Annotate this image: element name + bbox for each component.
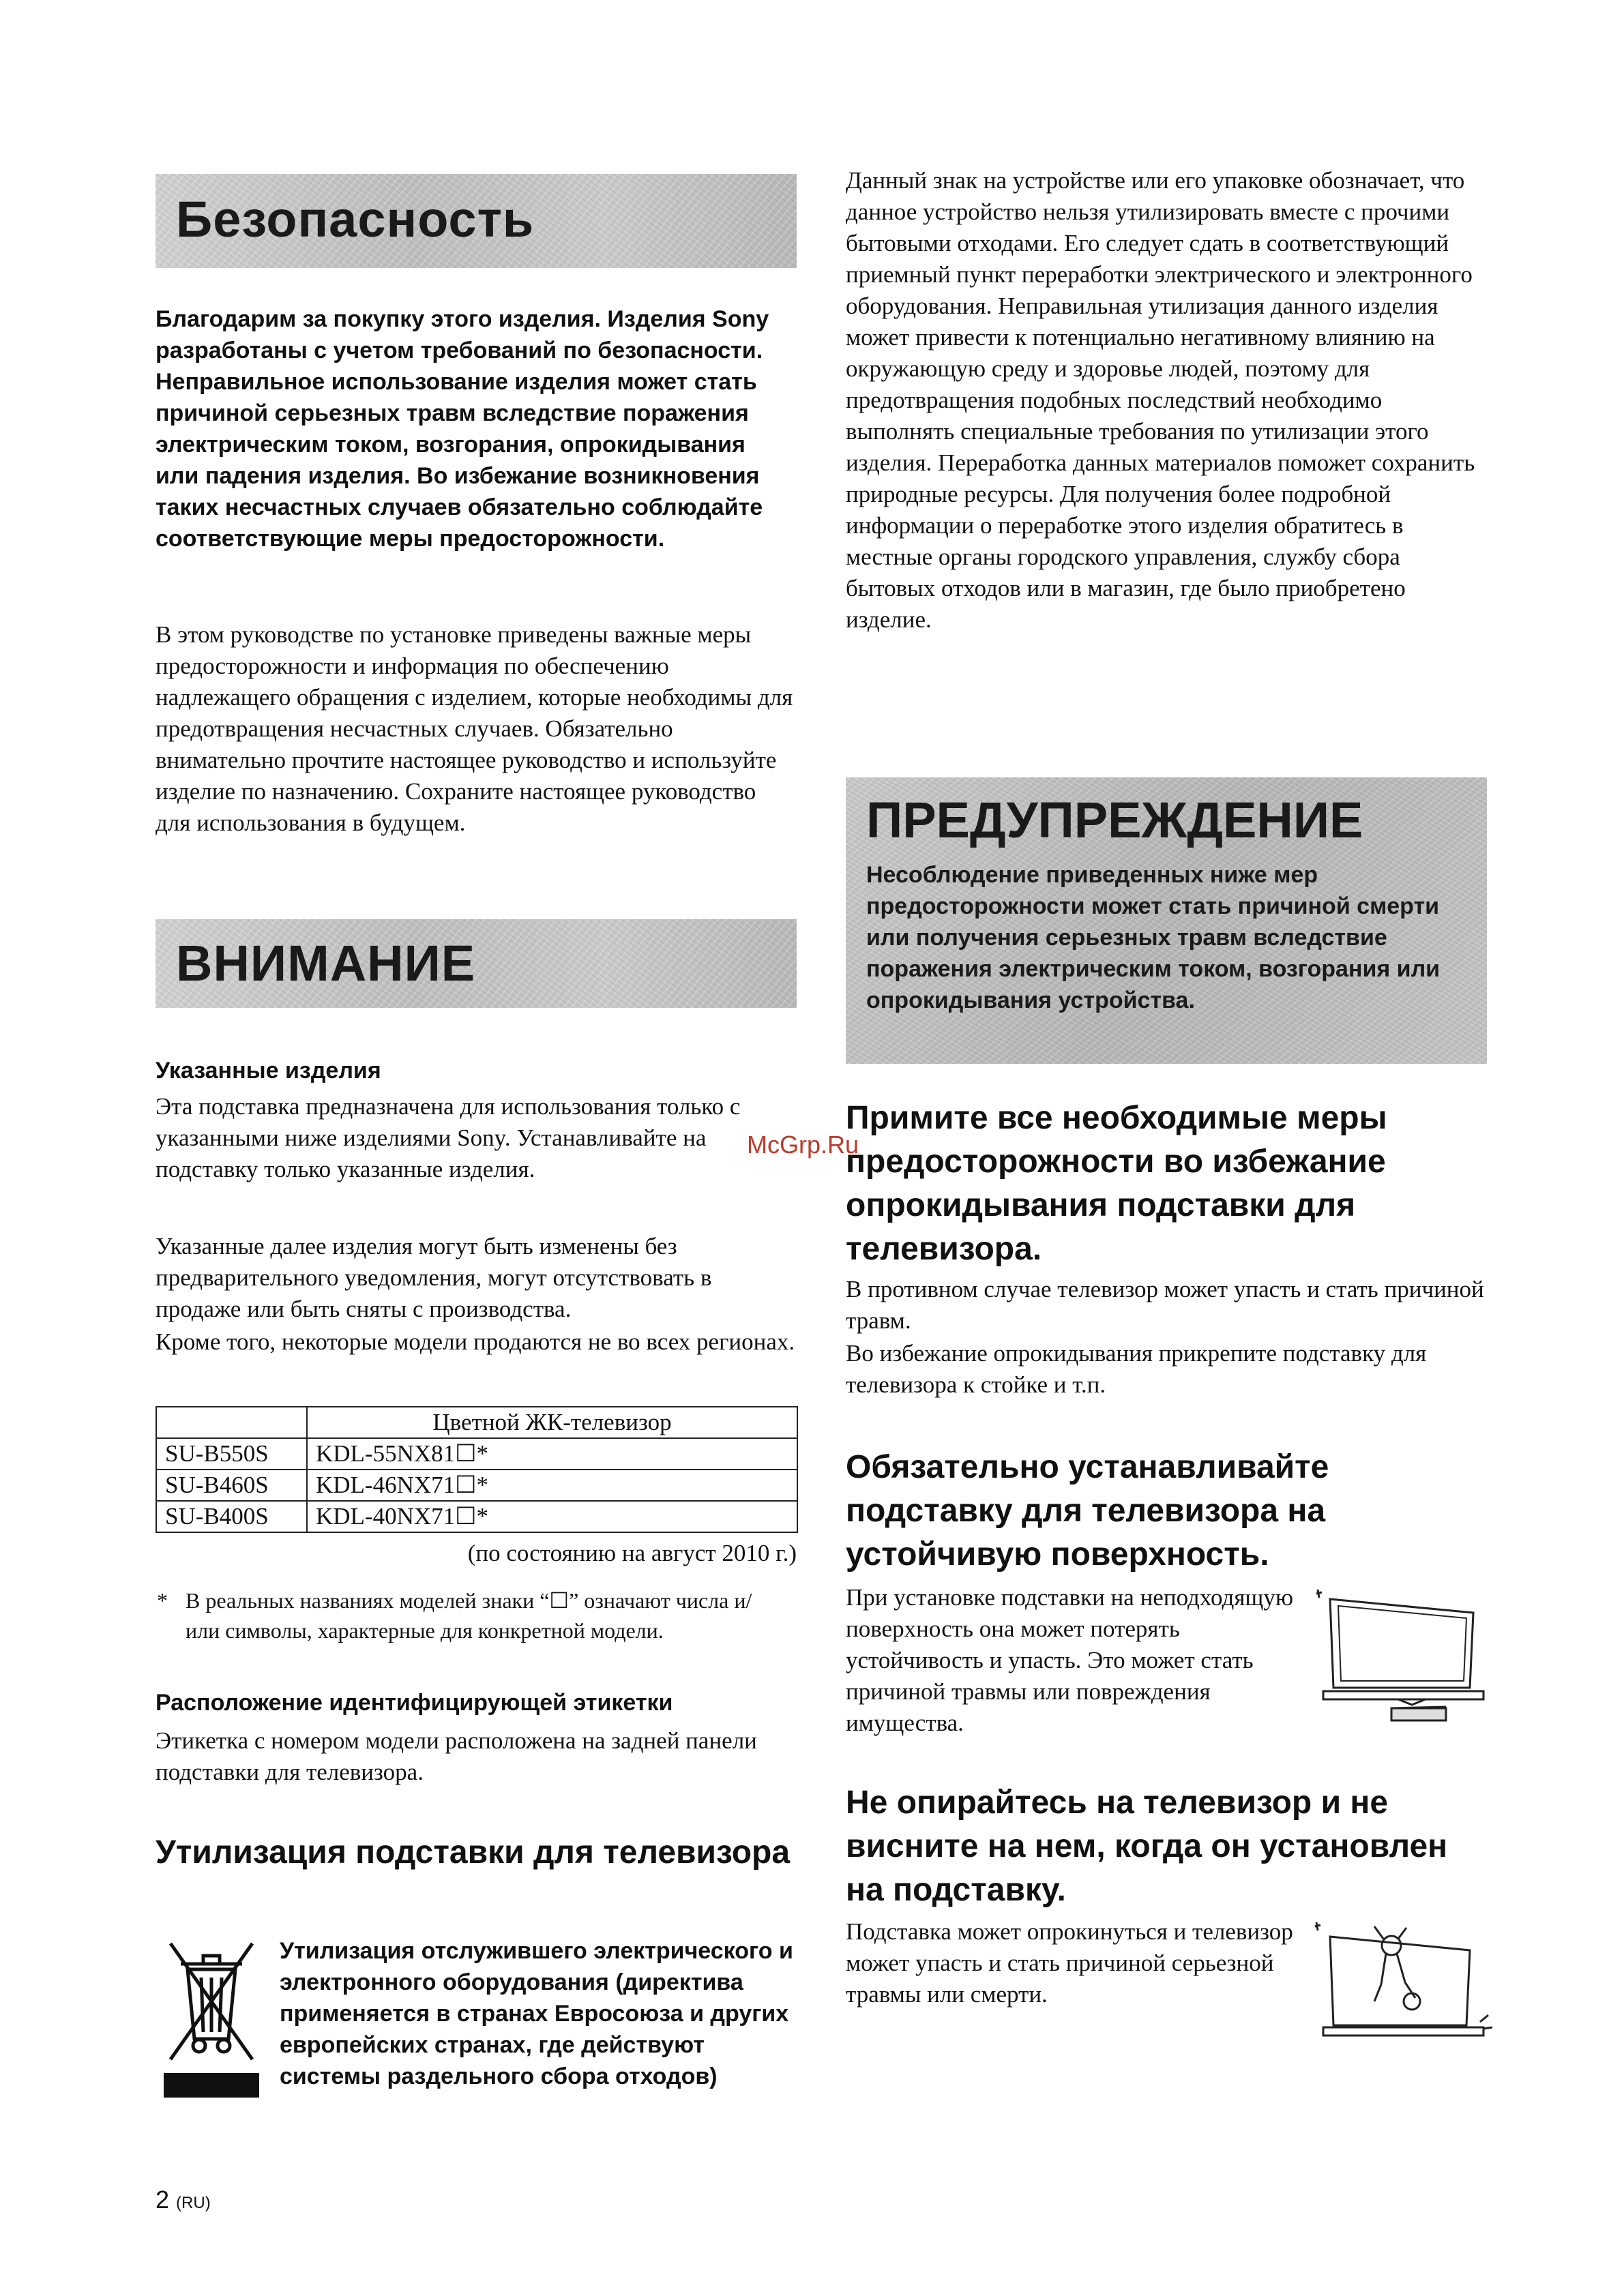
page-number-value: 2 xyxy=(156,2186,170,2213)
section-anti-tip-text-2: Во избежание опрокидывания прикрепите подставку для телевизора к стойке и т.п. xyxy=(846,1340,1427,1398)
disposal-heading: Утилизация подставки для телевизора xyxy=(156,1834,791,1870)
person-hanging-on-tv-icon xyxy=(1310,1920,1494,2056)
table-cell-tv: KDL-46NX71☐* xyxy=(307,1470,797,1501)
table-header-empty xyxy=(156,1407,307,1438)
watermark: McGrp.Ru xyxy=(747,1131,859,1159)
warning-text: Несоблюдение приведенных ниже мер предосторожности может стать причиной смерти или получения серьезных травм вследствие поражения электрическим током, возгорания или опрокидывания устройства. xyxy=(866,862,1441,1013)
products-paragraph-2: Указанные далее изделия могут быть изменены без предварительного уведомления, могут отсутствовать в продаже или быть сняты с производства. xyxy=(156,1233,712,1322)
table-header-row xyxy=(156,1407,797,1438)
caution-title: ВНИМАНИЕ xyxy=(176,935,476,992)
section-no-hanging-heading: Не опирайтесь на телевизор и не висните на нем, когда он установлен на подставку. xyxy=(846,1785,1448,1908)
manual-text: В этом руководстве по установке приведены важные меры предосторожности и информация по обеспечению надлежащего обращения с изделием, которые необходимы для предотвращения несчастных случаев. Обязательно внимательно прочтите настоящее руководство и используйте изделие по назначению. Сохраните настоящее руководство для использования в будущем. xyxy=(156,621,793,836)
products-paragraph-3: Кроме того, некоторые модели продаются не во всех регионах. xyxy=(156,1328,795,1355)
label-text: Этикетка с номером модели расположена на задней панели подставки для телевизора. xyxy=(156,1727,757,1785)
table-cell-stand: SU-B550S xyxy=(156,1438,307,1470)
warning-box xyxy=(846,777,1487,1064)
products-heading: Указанные изделия xyxy=(156,1058,381,1084)
section-no-hanging-text: Подставка может опрокинуться и телевизор может упасть и стать причиной серьезной травмы или смерти. xyxy=(846,1918,1293,2008)
intro-text: Благодарим за покупку этого изделия. Изделия Sony разработаны с учетом требований по безопасности. Неправильное использование изделия может стать причиной серьезных травм вследствие поражения электрическим током, возгорания, опрокидывания или падения изделия. Во избежание возникновения таких несчастных случаев обязательно соблюдайте соответствующие меры предосторожности. xyxy=(156,306,769,552)
table-header-tv: Цветной ЖК-телевизор xyxy=(307,1407,797,1438)
products-paragraph-1: Эта подставка предназначена для использования только с указанными ниже изделиями Sony. Устанавливайте на подставку только указанные изделия. xyxy=(156,1093,741,1182)
table-cell-stand: SU-B400S xyxy=(156,1501,307,1532)
table-cell-tv: KDL-40NX71☐* xyxy=(307,1501,797,1532)
disposal-bold-text: Утилизация отслужившего электрического и электронного оборудования (директива применяется в странах Евросоюза и других европейских странах, где действуют системы раздельного сбора отходов) xyxy=(280,1938,793,2089)
table-row xyxy=(156,1438,797,1470)
section-stable-surface-text: При установке подставки на неподходящую поверхность она может потерять устойчивость и упасть. Это может стать причиной травмы или повреждения имущества. xyxy=(846,1584,1294,1736)
page-number xyxy=(156,2186,211,2214)
safety-banner xyxy=(156,174,797,268)
footnote-text: В реальных названиях моделей знаки “☐” означают числа и/или символы, характерные для конкретной модели. xyxy=(186,1588,752,1643)
crossed-bin-icon xyxy=(164,1937,259,2100)
caution-banner xyxy=(156,919,797,1008)
footnote-mark: * xyxy=(157,1588,168,1613)
compatible-models-table xyxy=(156,1406,798,1533)
disposal-explanation: Данный знак на устройстве или его упаковке обозначает, что данное устройство нельзя утилизировать вместе с прочими бытовыми отходами. Его следует сдать в соответствующий приемный пункт переработки электрического и электронного оборудования. Неправильная утилизация данного изделия может привести к потенциально негативному влиянию на окружающую среду и здоровье людей, поэтому для предотвращения подобных последствий необходимо выполнять специальные требования по утилизации этого изделия. Переработка данных материалов поможет сохранить природные ресурсы. Для получения более подробной информации о переработке этого изделия обратитесь в местные органы городского управления, службу сбора бытовых отходов или в магазин, где было приобретено изделие. xyxy=(846,167,1475,633)
table-cell-stand: SU-B460S xyxy=(156,1470,307,1501)
tv-on-unstable-surface-icon xyxy=(1310,1585,1494,1722)
label-heading: Расположение идентифицирующей этикетки xyxy=(156,1690,673,1716)
table-note: (по состоянию на август 2010 г.) xyxy=(467,1540,797,1566)
table-cell-tv: KDL-55NX81☐* xyxy=(307,1438,797,1470)
section-anti-tip-text-1: В противном случае телевизор может упасть и стать причиной травм. xyxy=(846,1276,1484,1334)
page-language: (RU) xyxy=(176,2194,211,2212)
safety-title: Безопасность xyxy=(176,191,535,248)
table-row xyxy=(156,1470,797,1501)
section-anti-tip-heading: Примите все необходимые меры предосторожности во избежание опрокидывания подставки для телевизора. xyxy=(846,1100,1387,1267)
warning-title: ПРЕДУПРЕЖДЕНИЕ xyxy=(866,792,1363,848)
section-stable-surface-heading: Обязательно устанавливайте подставку для телевизора на устойчивую поверхность. xyxy=(846,1449,1329,1572)
table-row xyxy=(156,1501,797,1532)
